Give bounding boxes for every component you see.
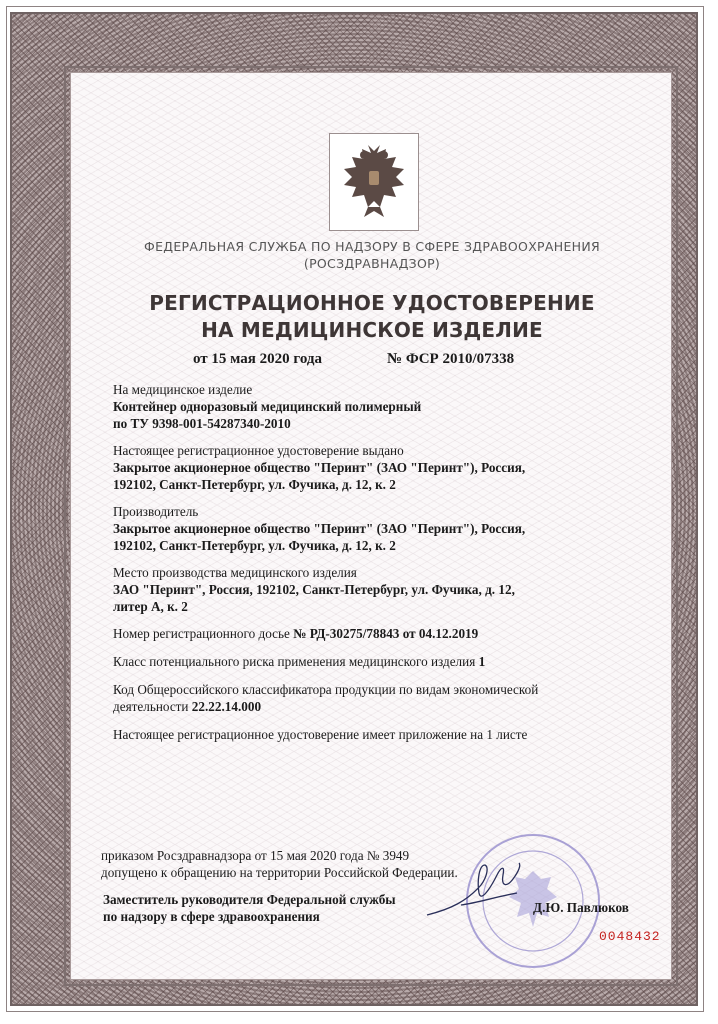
coat-of-arms-emblem [329,133,419,231]
dossier-row [113,625,478,642]
certificate-paper [70,72,672,980]
risk-class-label: Класс потенциального риска применения медицинского изделия [113,654,479,669]
production-site-line1: ЗАО "Перинт", Россия, 192102, Санкт-Петербург, ул. Фучика, д. 12, [113,582,515,597]
device-name-line1: Контейнер одноразовый медицинский полимерный [113,399,422,414]
issue-date: от 15 мая 2020 года [193,351,322,367]
signer-name: Д.Ю. Павлюков [533,900,629,915]
manufacturer-line1: Закрытое акционерное общество "Перинт" (ЗАО "Перинт"), Россия, [113,521,526,536]
okpd-row [113,698,261,715]
serial-number: 0048432 [599,929,661,944]
certificate-title-line1: РЕГИСТРАЦИОННОЕ УДОСТОВЕРЕНИЕ [149,291,595,315]
holder-line1: Закрытое акционерное общество "Перинт" (ЗАО "Перинт"), Россия, [113,460,526,475]
okpd-code: 22.22.14.000 [191,699,262,714]
certificate-number: № ФСР 2010/07338 [387,351,515,367]
certificate-title-line2: НА МЕДИЦИНСКОЕ ИЗДЕЛИЕ [201,318,543,342]
appendix-note: Настоящее регистрационное удостоверение имеет приложение на 1 листе [113,727,528,742]
issued-to-label: Настоящее регистрационное удостоверение выдано [113,443,404,458]
manufacturer-line2: 192102, Санкт-Петербург, ул. Фучика, д. 12, к. 2 [113,538,396,553]
dossier-label: Номер регистрационного досье [113,626,294,641]
holder-line2: 192102, Санкт-Петербург, ул. Фучика, д. 12, к. 2 [113,477,396,492]
guilloche-frame [10,12,698,1006]
agency-name-line1: ФЕДЕРАЛЬНАЯ СЛУЖБА ПО НАДЗОРУ В СФЕРЕ ЗДРАВООХРАНЕНИЯ [144,239,600,254]
production-site-line2: литер А, к. 2 [113,599,188,614]
order-line1: приказом Росздравнадзора от 15 мая 2020 года № 3949 [101,848,410,863]
device-label: На медицинское изделие [113,382,253,397]
device-name-line2: по ТУ 9398-001-54287340-2010 [113,416,291,431]
okpd-label-line1: Код Общероссийского классификатора продукции по видам экономической [113,682,539,697]
double-headed-eagle-icon [338,141,410,223]
production-site-label: Место производства медицинского изделия [113,565,357,580]
risk-class-row [113,653,485,670]
agency-name-line2: (РОСЗДРАВНАДЗОР) [303,256,441,271]
dossier-value: № РД-30275/78843 от 04.12.2019 [293,626,479,641]
signer-title-line2: по надзору в сфере здравоохранения [103,909,320,924]
okpd-label-line2: деятельности [113,699,192,714]
handwritten-signature [421,853,531,923]
risk-class-value: 1 [478,654,486,669]
order-line2: допущено к обращению на территории Российской Федерации. [101,865,458,880]
signer-title-line1: Заместитель руководителя Федеральной службы [103,892,396,907]
manufacturer-label: Производитель [113,504,199,519]
